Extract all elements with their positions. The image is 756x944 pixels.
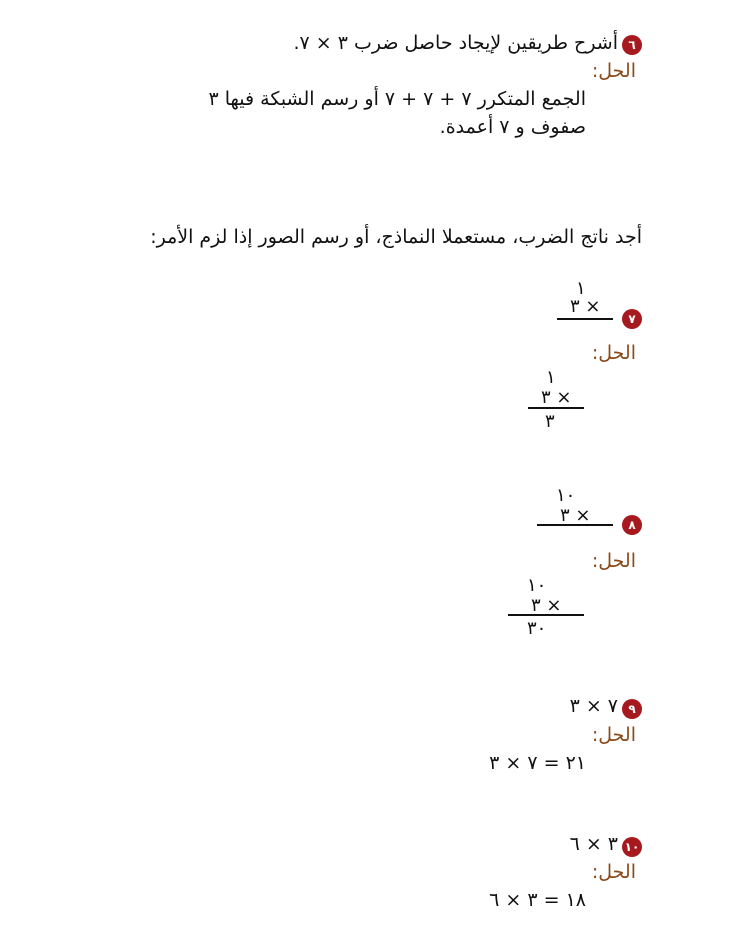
sum-line [557, 318, 613, 320]
solution-label: الحل: [591, 60, 636, 82]
multiplier-row: ٣ × [541, 387, 572, 408]
question-text: أشرح طريقين لإيجاد حاصل ضرب ٣ × ٧. [293, 32, 618, 54]
multiplicand-digit: ١٠ [527, 575, 547, 596]
multiplier-row: ٣ × [570, 296, 601, 317]
question-number-badge: ٧ [622, 309, 642, 329]
solution-label: الحل: [591, 342, 636, 364]
question-text: ٣ × ٦ [569, 833, 618, 855]
answer-equation: ٢١ = ٧ × ٣ [489, 752, 586, 774]
solution-label: الحل: [591, 861, 636, 883]
answer-line: صفوف و ٧ أعمدة. [439, 116, 586, 138]
sum-line [508, 614, 584, 616]
multiplicand-digit: ١٠ [556, 485, 576, 506]
question-text: ٧ × ٣ [569, 695, 618, 717]
sum-line [537, 524, 613, 526]
instructions-text: أجد ناتج الضرب، مستعملا النماذج، أو رسم الصور إذا لزم الأمر: [150, 226, 642, 248]
answer-line: الجمع المتكرر ٧ + ٧ + ٧ أو رسم الشبكة فيها ٣ [208, 88, 586, 110]
question-number-badge: ٩ [622, 699, 642, 719]
solution-label: الحل: [591, 550, 636, 572]
multiplier-row: ٣ × [560, 505, 591, 526]
multiplier-row: ٣ × [531, 595, 562, 616]
question-number-badge: ٦ [622, 35, 642, 55]
sum-line [528, 407, 584, 409]
solution-label: الحل: [591, 724, 636, 746]
multiplicand-digit: ١ [576, 278, 586, 299]
product-result: ٣٠ [527, 618, 547, 639]
multiplicand-digit: ١ [546, 367, 556, 388]
question-number-badge: ١٠ [622, 837, 642, 857]
product-result: ٣ [545, 411, 555, 432]
answer-equation: ١٨ = ٣ × ٦ [489, 889, 586, 911]
question-number-badge: ٨ [622, 515, 642, 535]
